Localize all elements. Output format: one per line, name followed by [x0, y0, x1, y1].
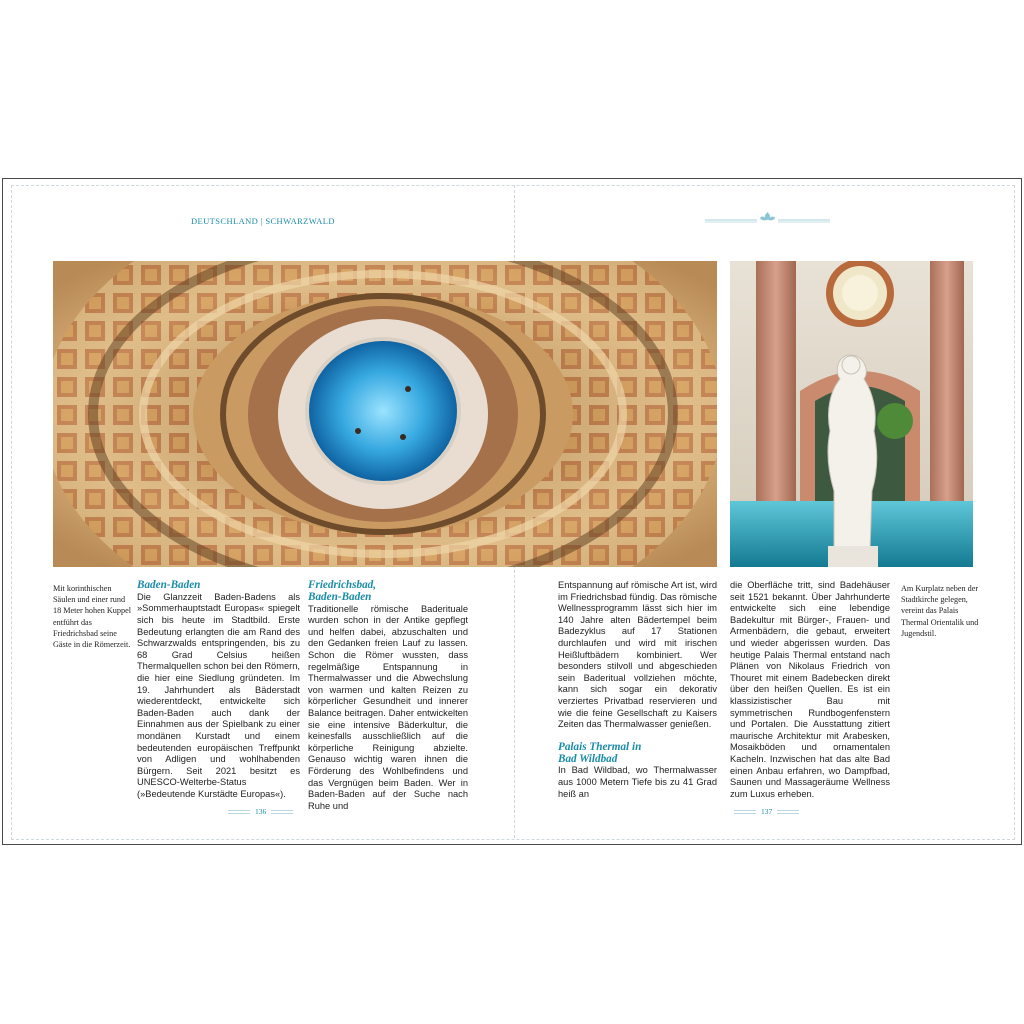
- column-1: [137, 580, 300, 800]
- leaf-ornament-icon: [705, 209, 830, 225]
- folio-rule-left: [228, 810, 250, 814]
- text-palais-thermal: In Bad Wildbad, wo Thermalwasser aus 1000 Metern Tiefe bis zu 41 Grad heiß an: [558, 765, 717, 799]
- page-number-left-text: 136: [255, 807, 267, 816]
- text-baden-baden: Die Glanzzeit Baden-Badens als »Sommerhauptstadt Europas« spiegelt sich bis heute im Stadtbild. Erste Bedeutung erlangten die am Rand des Schwarzwalds entspringenden, bis zu 68 Grad Celsius heißen Thermalquellen schon bei den Römern, die hier eine Siedlung gründeten. Im 19. Jahrhundert als Bäderstadt wiederentdeckt, entwickelte sich Baden-Baden auch dank der Einnahmen aus der Spielbank zu einer mondänen Kurstadt und einem bedeutenden europäischen Treffpunkt von Adligen und wohlhabenden Bürgern. Seit 2021 besitzt es UNESCO-Welterbe-Status (»Bedeutende Kurstädte Europas«).: [137, 591, 300, 799]
- column-4: [730, 580, 890, 800]
- folio-rule-left: [734, 810, 756, 814]
- column-2: [308, 580, 468, 812]
- page-number-left: [228, 807, 293, 816]
- page-number-right-text: 137: [761, 807, 773, 816]
- text-friedrichsbad: Traditionelle römische Baderituale wurden schon in der Antike gepflegt und helfen dabei, abzuschalten und den Gedanken freien Lauf zu lassen. Schon die Römer wussten, dass regelmäßige Entspannung in Thermalwasser und die Abwechslung von warmen und kalten Reizen zu körperlicher Gesundheit und innerer Balance beitragen. Daher entwickelten sie eine intensive Bäderkultur, die keinesfalls ausschließlich auf die körperliche Reinigung abzielte. Genauso wichtig waren ihnen die Förderung des Wohlbefindens und das Vergnügen beim Baden. Wer in Baden-Baden auf der Suche nach Ruhe und: [308, 603, 468, 811]
- text-palais-thermal-continued: die Oberfläche tritt, sind Badehäuser seit 1521 bekannt. Über Jahrhunderte entwickelte sich eine lebendige Badekultur mit Bürger-, Frauen- und Armenbädern, die gebaut, erweitert und wieder abgerissen wurden. Das heutige Palais Thermal entstand nach Plänen von Nikolaus Friedrich von Thouret mit einem Badebecken direkt über den heißen Quellen. Es ist ein klassizistischer Bau mit symmetrischen Rundbogenfenstern und Portalen. Die Ausstattung zitiert maurische Architektur mit Arabesken, Mosaikböden und ornamentalen Kacheln. Inzwischen hat das alte Bad einen Anbau erfahren, wo Dampfbad, Saunen und Massageräume Wellness zum Luxus erheben.: [730, 580, 890, 799]
- heading-friedrichsbad-line2: Baden-Baden: [308, 590, 372, 603]
- page-number-right: [734, 807, 799, 816]
- heading-friedrichsbad: [308, 580, 468, 604]
- heading-friedrichsbad-line1: Friedrichsbad,: [308, 579, 377, 591]
- folio-rule-right: [777, 810, 799, 814]
- heading-palais-thermal-line2: Bad Wildbad: [558, 752, 618, 765]
- heading-palais-thermal: [558, 742, 717, 766]
- running-head: DEUTSCHLAND | SCHWARZWALD: [191, 216, 335, 226]
- text-friedrichsbad-continued: Entspannung auf römische Art ist, wird im Friedrichsbad fündig. Das römische Wellnessprogramm lässt sich hier im 140 Jahre alten Bädertempel beim Badezyklus auf 17 Stationen durchlaufen und wird mit irischen Heißluftbädern kombiniert. Wer besonders stilvoll und abgeschieden sein Baderitual vollziehen möchte, kann sich sogar ein dekorativ verziertes Privatbad reservieren und wie die feine Gesellschaft zu Kaisers Zeiten das Thermalwasser genießen.: [558, 580, 717, 730]
- book-spread: [2, 178, 1022, 845]
- heading-palais-thermal-line1: Palais Thermal in: [558, 740, 642, 753]
- column-3: [558, 580, 717, 800]
- caption-palais-thermal: Am Kurplatz neben der Stadtkirche gelegen, vereint das Palais Thermal Orientalik und Jugendstil.: [901, 584, 979, 638]
- folio-rule-right: [271, 810, 293, 814]
- friedrichsbad-dome-photo: [53, 261, 717, 567]
- heading-baden-baden: Baden-Baden: [137, 579, 201, 591]
- caption-friedrichsbad: Mit korinthischen Säulen und einer rund 18 Meter hohen Kuppel entführt das Friedrichsbad seine Gäste in die Römerzeit.: [53, 584, 131, 650]
- palais-thermal-venus-photo: [730, 261, 973, 567]
